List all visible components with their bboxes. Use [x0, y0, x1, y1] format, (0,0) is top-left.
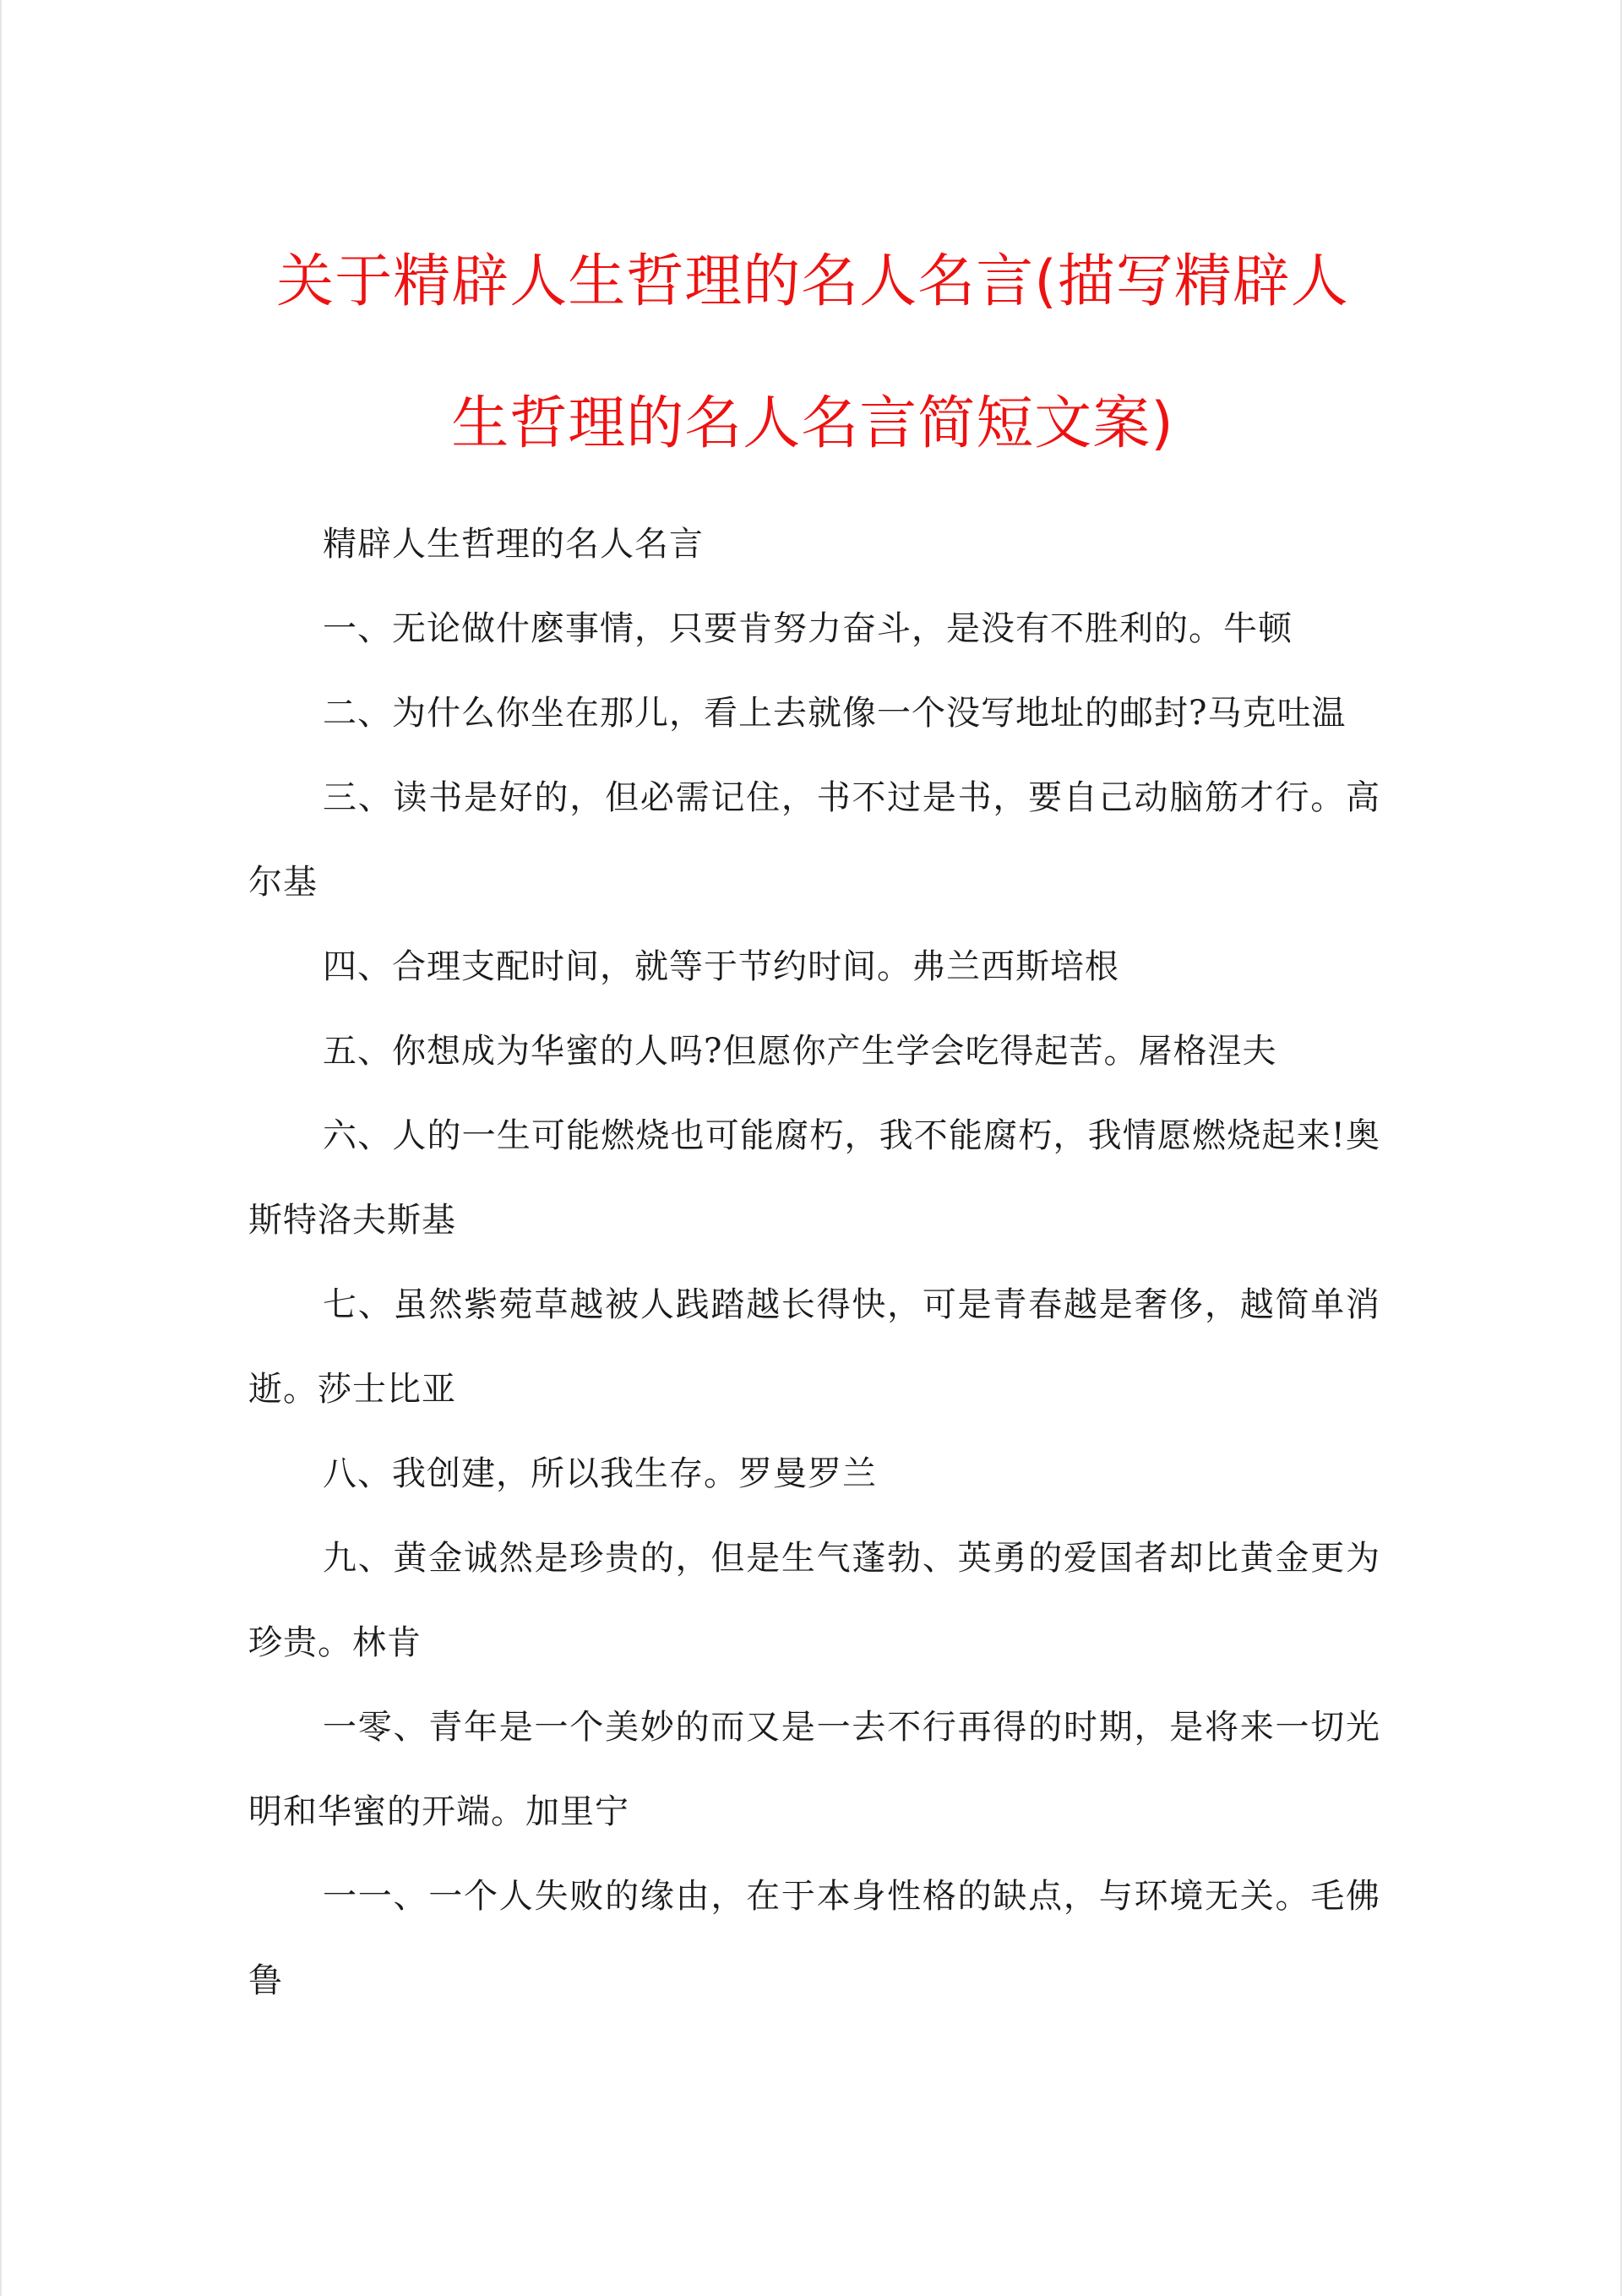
document-title	[245, 211, 1380, 495]
quote-paragraph: 三、读书是好的，但必需记住，书不过是书，要自己动脑筋才行。高尔基	[248, 778, 1380, 902]
quote-paragraph: 八、我创建，所以我生存。罗曼罗兰	[323, 1454, 877, 1493]
title-line-2: 生哲理的名人名言简短文案)	[451, 390, 1174, 457]
document-body	[248, 502, 1380, 2023]
quote-paragraph: 七、虽然紫菀草越被人践踏越长得快，可是青春越是奢侈，越简单消逝。莎士比亚	[248, 1285, 1380, 1409]
quote-paragraph: 六、人的一生可能燃烧也可能腐朽，我不能腐朽，我情愿燃烧起来!奥斯特洛夫斯基	[248, 1116, 1380, 1240]
title-line-1: 关于精辟人生哲理的名人名言(描写精辟人	[276, 248, 1349, 315]
quote-paragraph: 一零、青年是一个美妙的而又是一去不行再得的时期，是将来一切光明和华蜜的开端。加里宁	[248, 1708, 1380, 1831]
quote-paragraph: 一一、一个人失败的缘由，在于本身性格的缺点，与环境无关。毛佛鲁	[248, 1877, 1380, 2000]
quote-paragraph: 九、黄金诚然是珍贵的，但是生气蓬勃、英勇的爱国者却比黄金更为珍贵。林肯	[248, 1539, 1380, 1662]
quote-paragraph: 四、合理支配时间，就等于节约时间。弗兰西斯培根	[323, 947, 1119, 986]
section-heading: 精辟人生哲理的名人名言	[323, 525, 704, 564]
quote-paragraph: 二、为什么你坐在那儿，看上去就像一个没写地址的邮封?马克吐温	[323, 694, 1347, 733]
quote-paragraph: 五、你想成为华蜜的人吗?但愿你产生学会吃得起苦。屠格涅夫	[323, 1032, 1277, 1071]
quote-paragraph: 一、无论做什麽事情，只要肯努力奋斗，是没有不胜利的。牛顿	[323, 609, 1293, 648]
